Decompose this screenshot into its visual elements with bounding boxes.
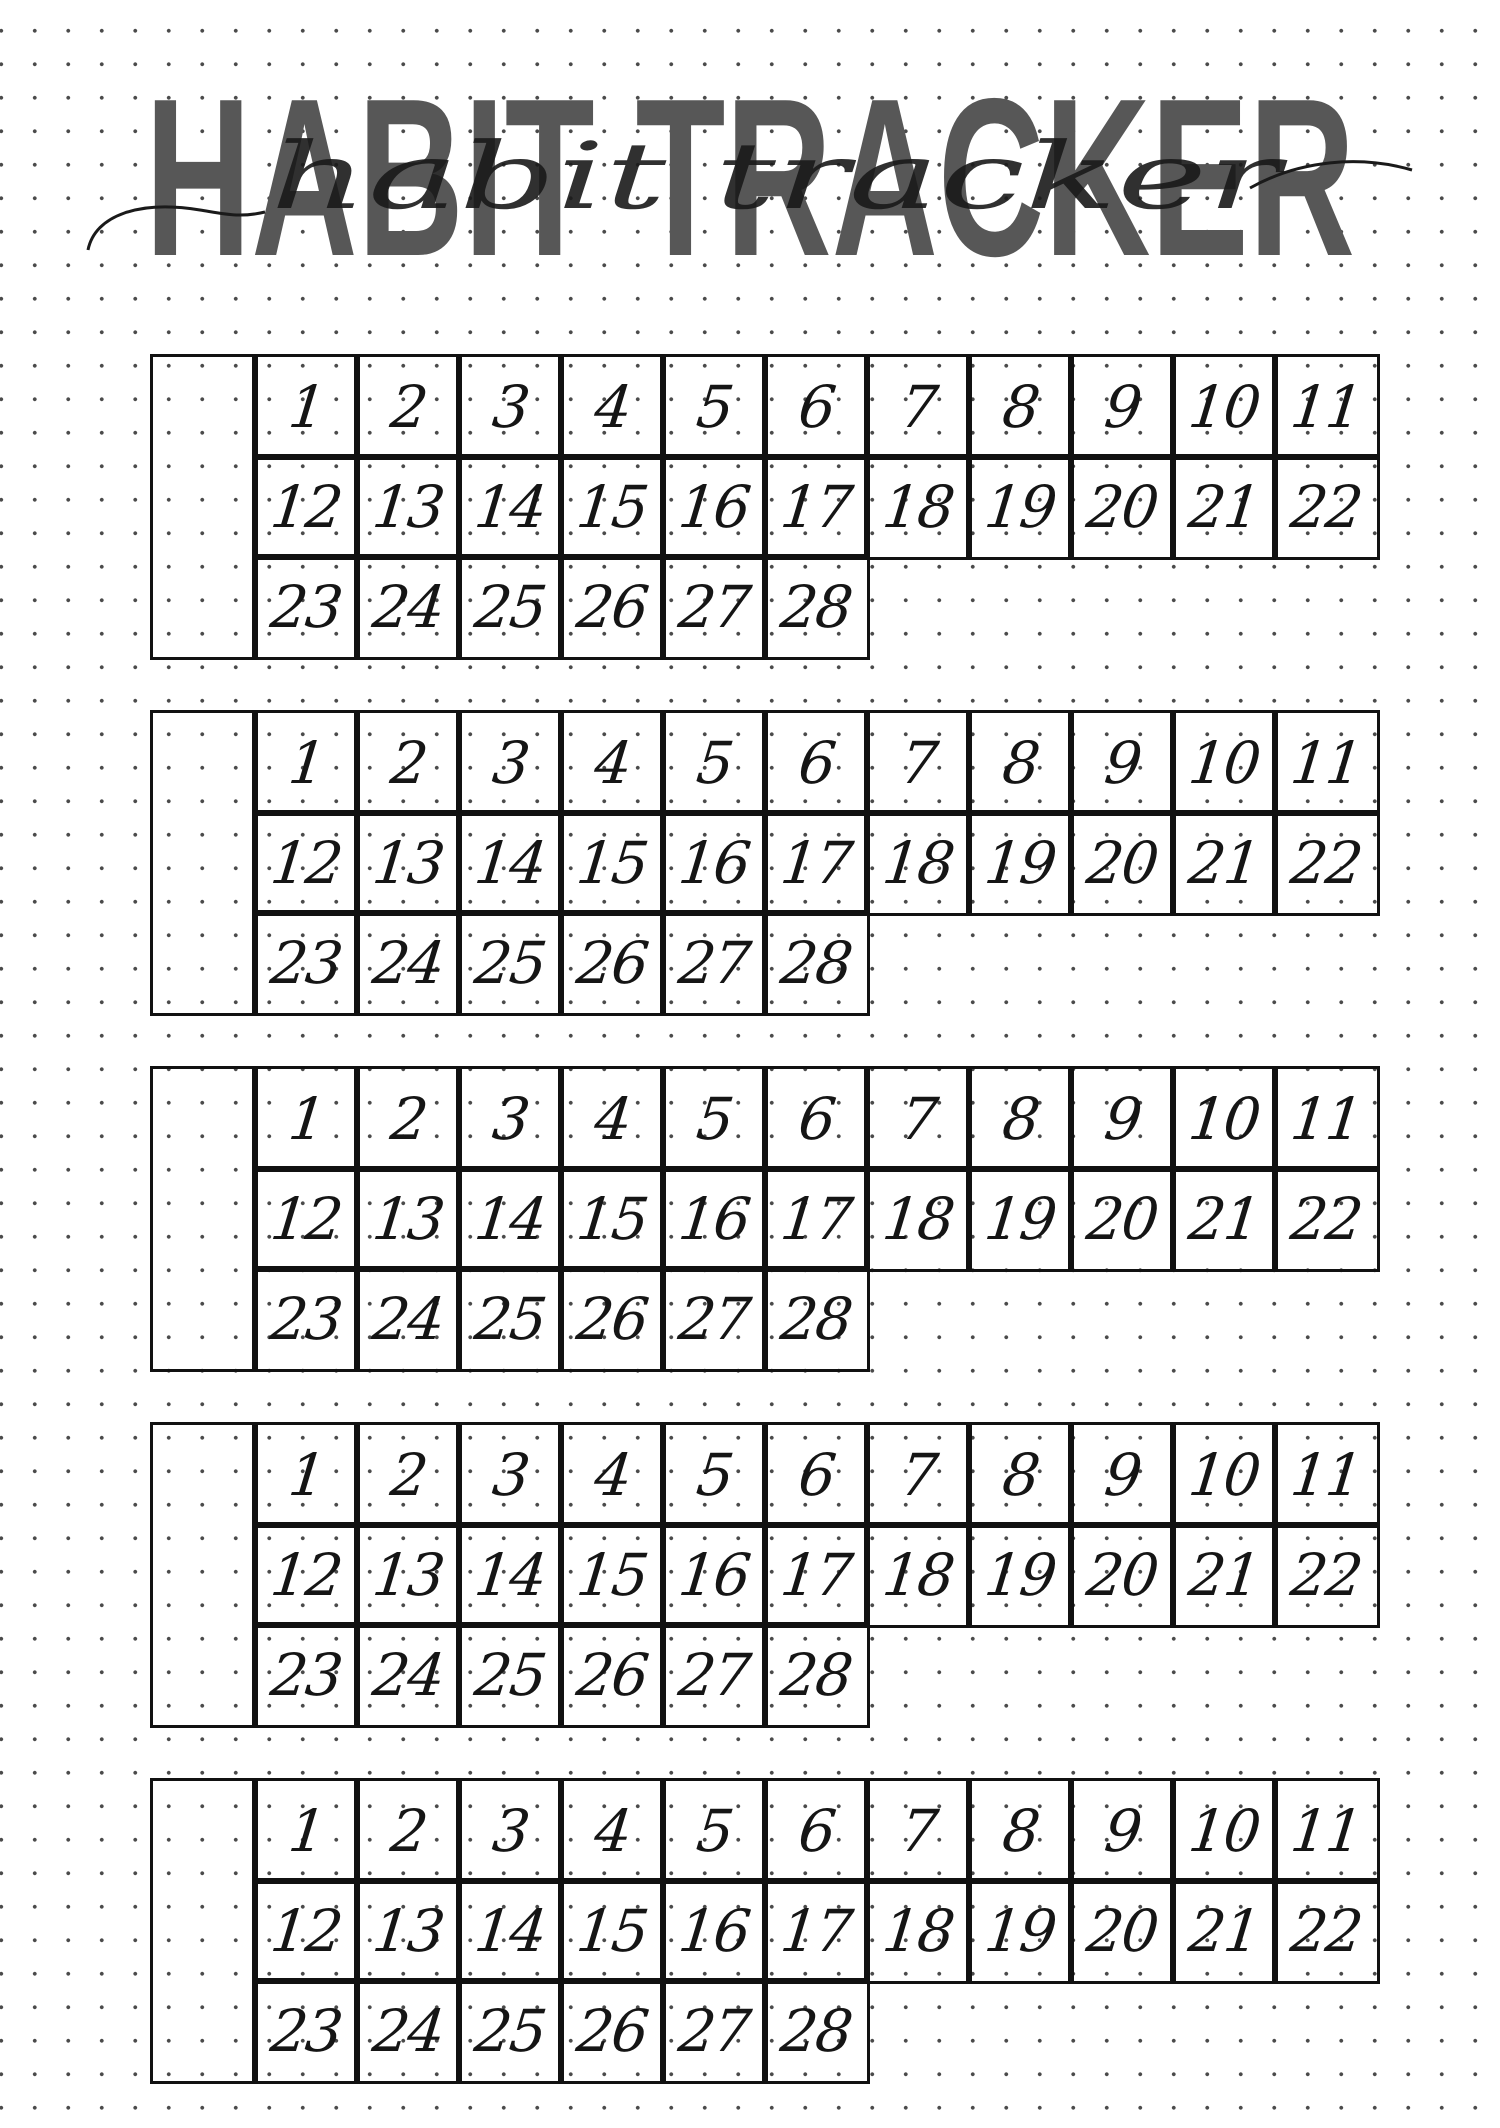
day-cell[interactable]: 3	[456, 1778, 564, 1884]
day-cell[interactable]: 18	[864, 810, 972, 916]
day-cell[interactable]: 1	[252, 710, 360, 816]
day-cell[interactable]: 5	[660, 354, 768, 460]
day-cell[interactable]: 23	[252, 554, 360, 660]
day-cell[interactable]: 8	[966, 354, 1074, 460]
day-cell[interactable]: 13	[354, 1522, 462, 1628]
day-cell[interactable]: 16	[660, 1166, 768, 1272]
day-cell[interactable]: 7	[864, 1422, 972, 1528]
day-cell[interactable]: 15	[558, 1522, 666, 1628]
day-cell[interactable]: 5	[660, 710, 768, 816]
title-script-text: habit tracker	[270, 123, 1289, 230]
day-cell[interactable]: 23	[252, 1266, 360, 1372]
day-cell[interactable]: 23	[252, 1622, 360, 1728]
day-cell[interactable]: 14	[456, 454, 564, 560]
day-cell[interactable]: 20	[1068, 810, 1176, 916]
day-cell[interactable]: 25	[456, 1622, 564, 1728]
day-cell[interactable]: 21	[1170, 1522, 1278, 1628]
habit-tracker	[150, 1778, 1380, 2084]
day-cell[interactable]: 8	[966, 1066, 1074, 1172]
habit-name-cell[interactable]	[150, 1778, 258, 2084]
day-cell[interactable]: 14	[456, 1878, 564, 1984]
day-cell[interactable]: 18	[864, 1522, 972, 1628]
day-cell[interactable]: 17	[762, 810, 870, 916]
day-cell[interactable]: 8	[966, 1422, 1074, 1528]
day-cell[interactable]: 6	[762, 710, 870, 816]
day-cell[interactable]: 6	[762, 1066, 870, 1172]
title-block-text: HABIT TRACKER	[145, 51, 1355, 303]
day-cell[interactable]: 12	[252, 1878, 360, 1984]
day-cell[interactable]: 12	[252, 810, 360, 916]
day-cell[interactable]: 11	[1272, 354, 1380, 460]
day-cell[interactable]: 22	[1272, 1878, 1380, 1984]
day-cell[interactable]: 13	[354, 454, 462, 560]
day-cell[interactable]: 26	[558, 1266, 666, 1372]
day-cell[interactable]: 23	[252, 1978, 360, 2084]
day-cell[interactable]: 23	[252, 910, 360, 1016]
day-cell[interactable]: 25	[456, 1266, 564, 1372]
day-cell[interactable]: 19	[966, 810, 1074, 916]
day-cell[interactable]: 22	[1272, 1522, 1380, 1628]
day-cell[interactable]: 19	[966, 1522, 1074, 1628]
day-cell[interactable]: 11	[1272, 1422, 1380, 1528]
day-cell[interactable]: 11	[1272, 1778, 1380, 1884]
day-cell[interactable]: 19	[966, 1878, 1074, 1984]
day-cell[interactable]: 21	[1170, 454, 1278, 560]
day-cell[interactable]: 14	[456, 1522, 564, 1628]
day-cell[interactable]: 6	[762, 1778, 870, 1884]
day-cell[interactable]: 16	[660, 1522, 768, 1628]
day-cell[interactable]: 27	[660, 1266, 768, 1372]
day-cell[interactable]: 24	[354, 1622, 462, 1728]
day-cell[interactable]: 18	[864, 1166, 972, 1272]
day-cell[interactable]: 14	[456, 1166, 564, 1272]
day-cell[interactable]: 21	[1170, 1166, 1278, 1272]
day-cell[interactable]: 18	[864, 454, 972, 560]
day-cell[interactable]: 24	[354, 554, 462, 660]
day-cell[interactable]: 12	[252, 454, 360, 560]
day-cell[interactable]: 16	[660, 454, 768, 560]
day-cell[interactable]: 26	[558, 554, 666, 660]
habit-tracker	[150, 710, 1380, 1016]
day-cell[interactable]: 11	[1272, 710, 1380, 816]
day-cell[interactable]: 15	[558, 1166, 666, 1272]
day-cell[interactable]: 9	[1068, 710, 1176, 816]
day-cell[interactable]: 15	[558, 454, 666, 560]
habit-name-cell[interactable]	[150, 710, 258, 1016]
day-cell[interactable]: 28	[762, 554, 870, 660]
day-cell[interactable]: 4	[558, 1422, 666, 1528]
habit-tracker	[150, 1422, 1380, 1728]
day-cell[interactable]: 20	[1068, 1166, 1176, 1272]
day-cell[interactable]: 25	[456, 910, 564, 1016]
day-cell[interactable]: 7	[864, 354, 972, 460]
day-cell[interactable]: 10	[1170, 1422, 1278, 1528]
day-cell[interactable]: 2	[354, 1066, 462, 1172]
day-cell[interactable]: 8	[966, 710, 1074, 816]
day-cell[interactable]: 13	[354, 810, 462, 916]
day-cell[interactable]: 10	[1170, 354, 1278, 460]
day-cell[interactable]: 25	[456, 1978, 564, 2084]
day-cell[interactable]: 28	[762, 1266, 870, 1372]
day-cell[interactable]: 5	[660, 1066, 768, 1172]
day-cell[interactable]: 27	[660, 554, 768, 660]
day-cell[interactable]: 9	[1068, 1422, 1176, 1528]
day-cell[interactable]: 5	[660, 1422, 768, 1528]
day-cell[interactable]: 3	[456, 1066, 564, 1172]
day-cell[interactable]: 28	[762, 1622, 870, 1728]
day-cell[interactable]: 3	[456, 1422, 564, 1528]
day-cell[interactable]: 26	[558, 1978, 666, 2084]
day-cell[interactable]: 7	[864, 710, 972, 816]
day-cell[interactable]: 2	[354, 710, 462, 816]
habit-name-cell[interactable]	[150, 1066, 258, 1372]
day-cell[interactable]: 20	[1068, 1522, 1176, 1628]
day-cell[interactable]: 16	[660, 1878, 768, 1984]
day-cell[interactable]: 21	[1170, 810, 1278, 916]
day-cell[interactable]: 24	[354, 1978, 462, 2084]
day-cell[interactable]: 10	[1170, 1778, 1278, 1884]
day-cell[interactable]: 2	[354, 1778, 462, 1884]
day-cell[interactable]: 5	[660, 1778, 768, 1884]
habit-name-cell[interactable]	[150, 1422, 258, 1728]
day-cell[interactable]: 4	[558, 354, 666, 460]
day-cell[interactable]: 27	[660, 1622, 768, 1728]
day-cell[interactable]: 4	[558, 710, 666, 816]
day-cell[interactable]: 4	[558, 1778, 666, 1884]
day-cell[interactable]: 17	[762, 1166, 870, 1272]
day-cell[interactable]: 27	[660, 910, 768, 1016]
day-cell[interactable]: 7	[864, 1778, 972, 1884]
day-cell[interactable]: 2	[354, 1422, 462, 1528]
day-cell[interactable]: 9	[1068, 354, 1176, 460]
day-cell[interactable]: 24	[354, 1266, 462, 1372]
day-cell[interactable]: 28	[762, 910, 870, 1016]
habit-name-cell[interactable]	[150, 354, 258, 660]
day-cell[interactable]: 3	[456, 710, 564, 816]
day-cell[interactable]: 9	[1068, 1066, 1176, 1172]
day-cell[interactable]: 12	[252, 1166, 360, 1272]
day-cell[interactable]: 9	[1068, 1778, 1176, 1884]
day-cell[interactable]: 10	[1170, 1066, 1278, 1172]
day-cell[interactable]: 11	[1272, 1066, 1380, 1172]
day-cell[interactable]: 22	[1272, 454, 1380, 560]
day-cell[interactable]: 18	[864, 1878, 972, 1984]
day-cell[interactable]: 20	[1068, 454, 1176, 560]
day-cell[interactable]: 2	[354, 354, 462, 460]
day-cell[interactable]: 4	[558, 1066, 666, 1172]
day-cell[interactable]: 24	[354, 910, 462, 1016]
day-cell[interactable]: 16	[660, 810, 768, 916]
day-cell[interactable]: 1	[252, 1778, 360, 1884]
day-cell[interactable]: 13	[354, 1166, 462, 1272]
day-cell[interactable]: 15	[558, 1878, 666, 1984]
day-cell[interactable]: 28	[762, 1978, 870, 2084]
day-cell[interactable]: 13	[354, 1878, 462, 1984]
day-cell[interactable]: 25	[456, 554, 564, 660]
day-cell[interactable]: 17	[762, 1878, 870, 1984]
day-cell[interactable]: 21	[1170, 1878, 1278, 1984]
title-lettering	[0, 0, 1500, 310]
day-cell[interactable]: 6	[762, 1422, 870, 1528]
day-cell[interactable]: 15	[558, 810, 666, 916]
day-cell[interactable]: 26	[558, 1622, 666, 1728]
day-cell[interactable]: 3	[456, 354, 564, 460]
day-cell[interactable]: 19	[966, 454, 1074, 560]
day-cell[interactable]: 17	[762, 454, 870, 560]
day-cell[interactable]: 6	[762, 354, 870, 460]
day-cell[interactable]: 8	[966, 1778, 1074, 1884]
day-cell[interactable]: 19	[966, 1166, 1074, 1272]
day-cell[interactable]: 22	[1272, 810, 1380, 916]
day-cell[interactable]: 17	[762, 1522, 870, 1628]
day-cell[interactable]: 20	[1068, 1878, 1176, 1984]
day-cell[interactable]: 1	[252, 1422, 360, 1528]
day-cell[interactable]: 27	[660, 1978, 768, 2084]
day-cell[interactable]: 14	[456, 810, 564, 916]
day-cell[interactable]: 12	[252, 1522, 360, 1628]
day-cell[interactable]: 7	[864, 1066, 972, 1172]
day-cell[interactable]: 1	[252, 354, 360, 460]
day-cell[interactable]: 22	[1272, 1166, 1380, 1272]
habit-tracker	[150, 354, 1380, 660]
day-cell[interactable]: 1	[252, 1066, 360, 1172]
habit-tracker	[150, 1066, 1380, 1372]
day-cell[interactable]: 10	[1170, 710, 1278, 816]
day-cell[interactable]: 26	[558, 910, 666, 1016]
